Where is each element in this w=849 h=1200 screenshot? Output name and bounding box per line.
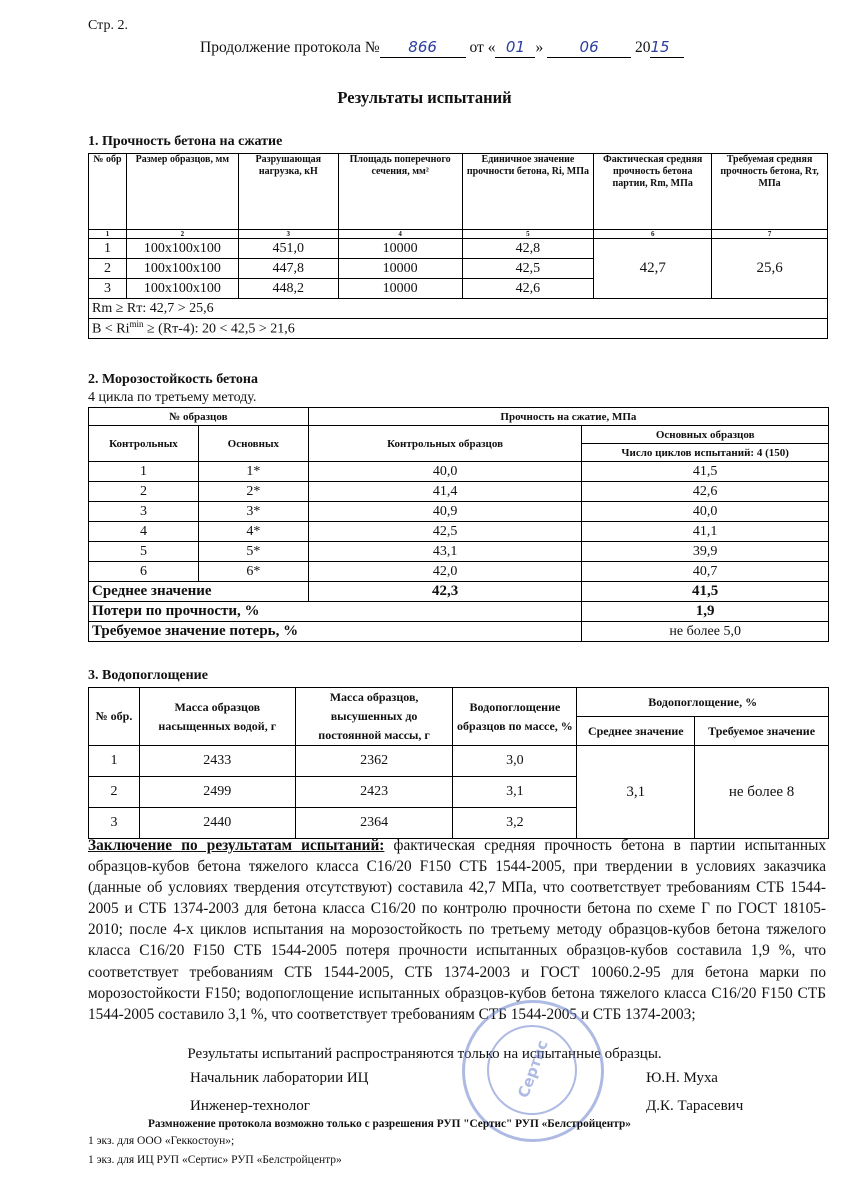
cell-area: 10000 bbox=[338, 259, 462, 279]
column-number: 3 bbox=[238, 230, 338, 239]
loss-row bbox=[89, 602, 829, 622]
cell-area: 10000 bbox=[338, 239, 462, 259]
day-field bbox=[495, 38, 535, 58]
cell-size: 100x100x100 bbox=[126, 279, 238, 299]
date-month: 06 bbox=[579, 38, 599, 56]
cell-number: 3 bbox=[89, 279, 127, 299]
compression-table bbox=[88, 153, 828, 339]
cell-control-num: 2 bbox=[89, 482, 199, 502]
cell-actual-strength: 42,7 bbox=[594, 239, 712, 299]
summary2-sup: min bbox=[129, 319, 144, 330]
signature-role-engineer: Инженер-технолог bbox=[190, 1098, 310, 1114]
header-main: Основных bbox=[198, 426, 308, 462]
date-day: 01 bbox=[505, 38, 525, 56]
cell-control-value: 42,5 bbox=[308, 522, 582, 542]
col-header-load: Разрушающая нагрузка, кН bbox=[238, 154, 338, 230]
copy-recipient-1: 1 экз. для ООО «Геккостоун»; bbox=[88, 1135, 235, 1147]
cell-control-num: 5 bbox=[89, 542, 199, 562]
cell-unit-strength: 42,8 bbox=[462, 239, 594, 259]
col-header-area: Площадь поперечного сечения, мм² bbox=[338, 154, 462, 230]
cell-main-value: 41,1 bbox=[582, 522, 829, 542]
column-number: 7 bbox=[712, 230, 828, 239]
section1-title: 1. Прочность бетона на сжатие bbox=[88, 134, 283, 149]
column-number: 1 bbox=[89, 230, 127, 239]
cell-main-num: 3* bbox=[198, 502, 308, 522]
protocol-header bbox=[200, 38, 684, 58]
header-absorption-group: Водопоглощение, % bbox=[577, 688, 829, 717]
column-number: 4 bbox=[338, 230, 462, 239]
cell-main-value: 42,6 bbox=[582, 482, 829, 502]
cell-main-value: 41,5 bbox=[582, 462, 829, 482]
header-sample-numbers: № образцов bbox=[89, 408, 309, 426]
col-header-number: № обр bbox=[89, 154, 127, 230]
year-prefix: 20 bbox=[634, 39, 651, 56]
cell-control-num: 6 bbox=[89, 562, 199, 582]
conclusion-label: Заключение по результатам испытаний: bbox=[88, 837, 385, 854]
cell-number: 1 bbox=[89, 239, 127, 259]
stamp-text: Сертис bbox=[514, 1037, 552, 1101]
cell-saturated: 2499 bbox=[139, 777, 295, 808]
required-loss-value: не более 5,0 bbox=[582, 622, 829, 642]
cell-control-value: 40,0 bbox=[308, 462, 582, 482]
cell-main-num: 4* bbox=[198, 522, 308, 542]
header-saturated-mass: Масса образцов насыщенных водой, г bbox=[139, 688, 295, 746]
section3-title: 3. Водопоглощение bbox=[88, 668, 208, 683]
header-dried-mass: Масса образцов, высушенных до постоянной массы, г bbox=[295, 688, 453, 746]
table-row bbox=[89, 746, 829, 777]
date-year: 15 bbox=[650, 38, 670, 56]
year-field bbox=[650, 38, 684, 58]
header-number: № обр. bbox=[89, 688, 140, 746]
cell-main-value: 40,7 bbox=[582, 562, 829, 582]
cell-dried: 2364 bbox=[295, 808, 453, 839]
header-required: Требуемое значение bbox=[695, 717, 829, 746]
cell-number: 1 bbox=[89, 746, 140, 777]
col-header-required-strength: Требуемая средняя прочность бетона, Rт, МПа bbox=[712, 154, 828, 230]
average-control: 42,3 bbox=[308, 582, 582, 602]
loss-label: Потери по прочности, % bbox=[89, 602, 582, 622]
cell-average: 3,1 bbox=[577, 746, 695, 839]
header-absorption: Водопоглощение образцов по массе, % bbox=[453, 688, 577, 746]
cell-required: не более 8 bbox=[695, 746, 829, 839]
cell-area: 10000 bbox=[338, 279, 462, 299]
protocol-number: 866 bbox=[408, 38, 437, 56]
reproduction-note: Размножение протокола возможно только с разрешения РУП "Сертис" РУП «Белстройцентр» bbox=[148, 1118, 631, 1130]
cell-unit-strength: 42,6 bbox=[462, 279, 594, 299]
cell-saturated: 2440 bbox=[139, 808, 295, 839]
cell-dried: 2423 bbox=[295, 777, 453, 808]
section2-title: 2. Морозостойкость бетона bbox=[88, 372, 258, 387]
conclusion bbox=[88, 835, 826, 1025]
col-header-actual-strength: Фактическая средняя прочность бетона партии, Rm, МПа bbox=[594, 154, 712, 230]
summary-row bbox=[89, 299, 828, 319]
cell-load: 451,0 bbox=[238, 239, 338, 259]
col-header-unit-strength: Единичное значение прочности бетона, Ri, МПа bbox=[462, 154, 594, 230]
cell-control-num: 3 bbox=[89, 502, 199, 522]
cell-main-value: 40,0 bbox=[582, 502, 829, 522]
col-header-size: Размер образцов, мм bbox=[126, 154, 238, 230]
cell-control-num: 4 bbox=[89, 522, 199, 542]
table-row bbox=[89, 239, 828, 259]
column-number: 6 bbox=[594, 230, 712, 239]
table-header-row bbox=[89, 408, 829, 426]
date-day-close: » bbox=[535, 39, 544, 56]
table-row bbox=[89, 522, 829, 542]
continuation-prefix: Продолжение протокола № bbox=[200, 39, 380, 56]
cell-dried: 2362 bbox=[295, 746, 453, 777]
date-from-label: от « bbox=[469, 39, 496, 56]
table-row bbox=[89, 562, 829, 582]
average-main: 41,5 bbox=[582, 582, 829, 602]
summary2-part-b: ≥ (Rт-4): 20 < 42,5 > 21,6 bbox=[143, 321, 295, 337]
signature-name-engineer: Д.К. Тарасевич bbox=[646, 1098, 744, 1114]
summary-row bbox=[89, 319, 828, 339]
cell-absorption: 3,2 bbox=[453, 808, 577, 839]
cell-control-value: 43,1 bbox=[308, 542, 582, 562]
cell-main-num: 6* bbox=[198, 562, 308, 582]
header-control: Контрольных bbox=[89, 426, 199, 462]
column-number: 5 bbox=[462, 230, 594, 239]
copy-recipient-2: 1 экз. для ИЦ РУП «Сертис» РУП «Белстройцентр» bbox=[88, 1154, 342, 1166]
page-label: Стр. 2. bbox=[88, 18, 128, 33]
average-label: Среднее значение bbox=[89, 582, 309, 602]
header-average: Среднее значение bbox=[577, 717, 695, 746]
cell-control-value: 42,0 bbox=[308, 562, 582, 582]
frost-table bbox=[88, 407, 829, 642]
header-control-samples: Контрольных образцов bbox=[308, 426, 582, 462]
section2-subtitle: 4 цикла по третьему методу. bbox=[88, 390, 257, 405]
table-header-row bbox=[89, 688, 829, 717]
cell-required-strength: 25,6 bbox=[712, 239, 828, 299]
header-cycles: Число циклов испытаний: 4 (150) bbox=[582, 444, 829, 462]
cell-size: 100x100x100 bbox=[126, 259, 238, 279]
summary2-part-a: B < Ri bbox=[92, 321, 130, 337]
cell-saturated: 2433 bbox=[139, 746, 295, 777]
table-header-row bbox=[89, 154, 828, 230]
cell-load: 448,2 bbox=[238, 279, 338, 299]
cell-number: 3 bbox=[89, 808, 140, 839]
cell-load: 447,8 bbox=[238, 259, 338, 279]
loss-value: 1,9 bbox=[582, 602, 829, 622]
cell-main-value: 39,9 bbox=[582, 542, 829, 562]
column-number: 2 bbox=[126, 230, 238, 239]
cell-size: 100x100x100 bbox=[126, 239, 238, 259]
header-strength: Прочность на сжатие, МПа bbox=[308, 408, 828, 426]
summary-condition-2 bbox=[89, 319, 828, 339]
cell-number: 2 bbox=[89, 777, 140, 808]
summary-condition-1: Rm ≥ Rт: 42,7 > 25,6 bbox=[89, 299, 828, 319]
cell-number: 2 bbox=[89, 259, 127, 279]
conclusion-text: фактическая средняя прочность бетона в партии испытанных образцов-кубов бетона тяжелого класса С16/20 F150 СТБ 1544-2005, при твердении в условиях заказчика (данные об условиях твердения отсутствуют) составила 42,7 МПа, что соответствует требованиям СТБ 1544-2005 и СТБ 1374-2003 для бетона класса С16/20 по контролю прочности бетона по схеме Г по ГОСТ 18105-2010; после 4-х циклов испытания на морозостойкость по третьему методу образцов-кубов бетона тяжелого класса С16/20 F150 СТБ 1544-2005 потеря прочности испытанных образцов-кубов составила 1,9 %, что соответствует требованиям СТБ 1544-2005, СТБ 1374-2003 и ГОСТ 10060.2-95 для бетона марки по морозостойкости F150; водопоглощение испытанных образцов-кубов бетона тяжелого класса С16/20 F150 СТБ 1544-2005 составило 3,1 %, что соответствует требованиям СТБ 1544-2005 и СТБ 1374-2003; bbox=[88, 837, 826, 1023]
cell-main-num: 1* bbox=[198, 462, 308, 482]
column-number-row bbox=[89, 230, 828, 239]
table-header-row bbox=[89, 426, 829, 444]
required-loss-row bbox=[89, 622, 829, 642]
cell-control-value: 41,4 bbox=[308, 482, 582, 502]
scope-note: Результаты испытаний распространяются только на испытанные образцы. bbox=[187, 1046, 662, 1062]
table-row bbox=[89, 482, 829, 502]
signature-role-head: Начальник лаборатории ИЦ bbox=[190, 1070, 369, 1086]
page-title: Результаты испытаний bbox=[337, 88, 512, 107]
cell-control-value: 40,9 bbox=[308, 502, 582, 522]
required-loss-label: Требуемое значение потерь, % bbox=[89, 622, 582, 642]
water-absorption-table bbox=[88, 687, 829, 839]
cell-absorption: 3,1 bbox=[453, 777, 577, 808]
protocol-number-field bbox=[380, 38, 466, 58]
signature-name-head: Ю.Н. Муха bbox=[646, 1070, 718, 1086]
cell-control-num: 1 bbox=[89, 462, 199, 482]
month-field bbox=[547, 38, 631, 58]
table-row bbox=[89, 542, 829, 562]
average-row bbox=[89, 582, 829, 602]
cell-main-num: 2* bbox=[198, 482, 308, 502]
cell-absorption: 3,0 bbox=[453, 746, 577, 777]
cell-unit-strength: 42,5 bbox=[462, 259, 594, 279]
table-row bbox=[89, 462, 829, 482]
cell-main-num: 5* bbox=[198, 542, 308, 562]
header-main-samples: Основных образцов bbox=[582, 426, 829, 444]
table-row bbox=[89, 502, 829, 522]
